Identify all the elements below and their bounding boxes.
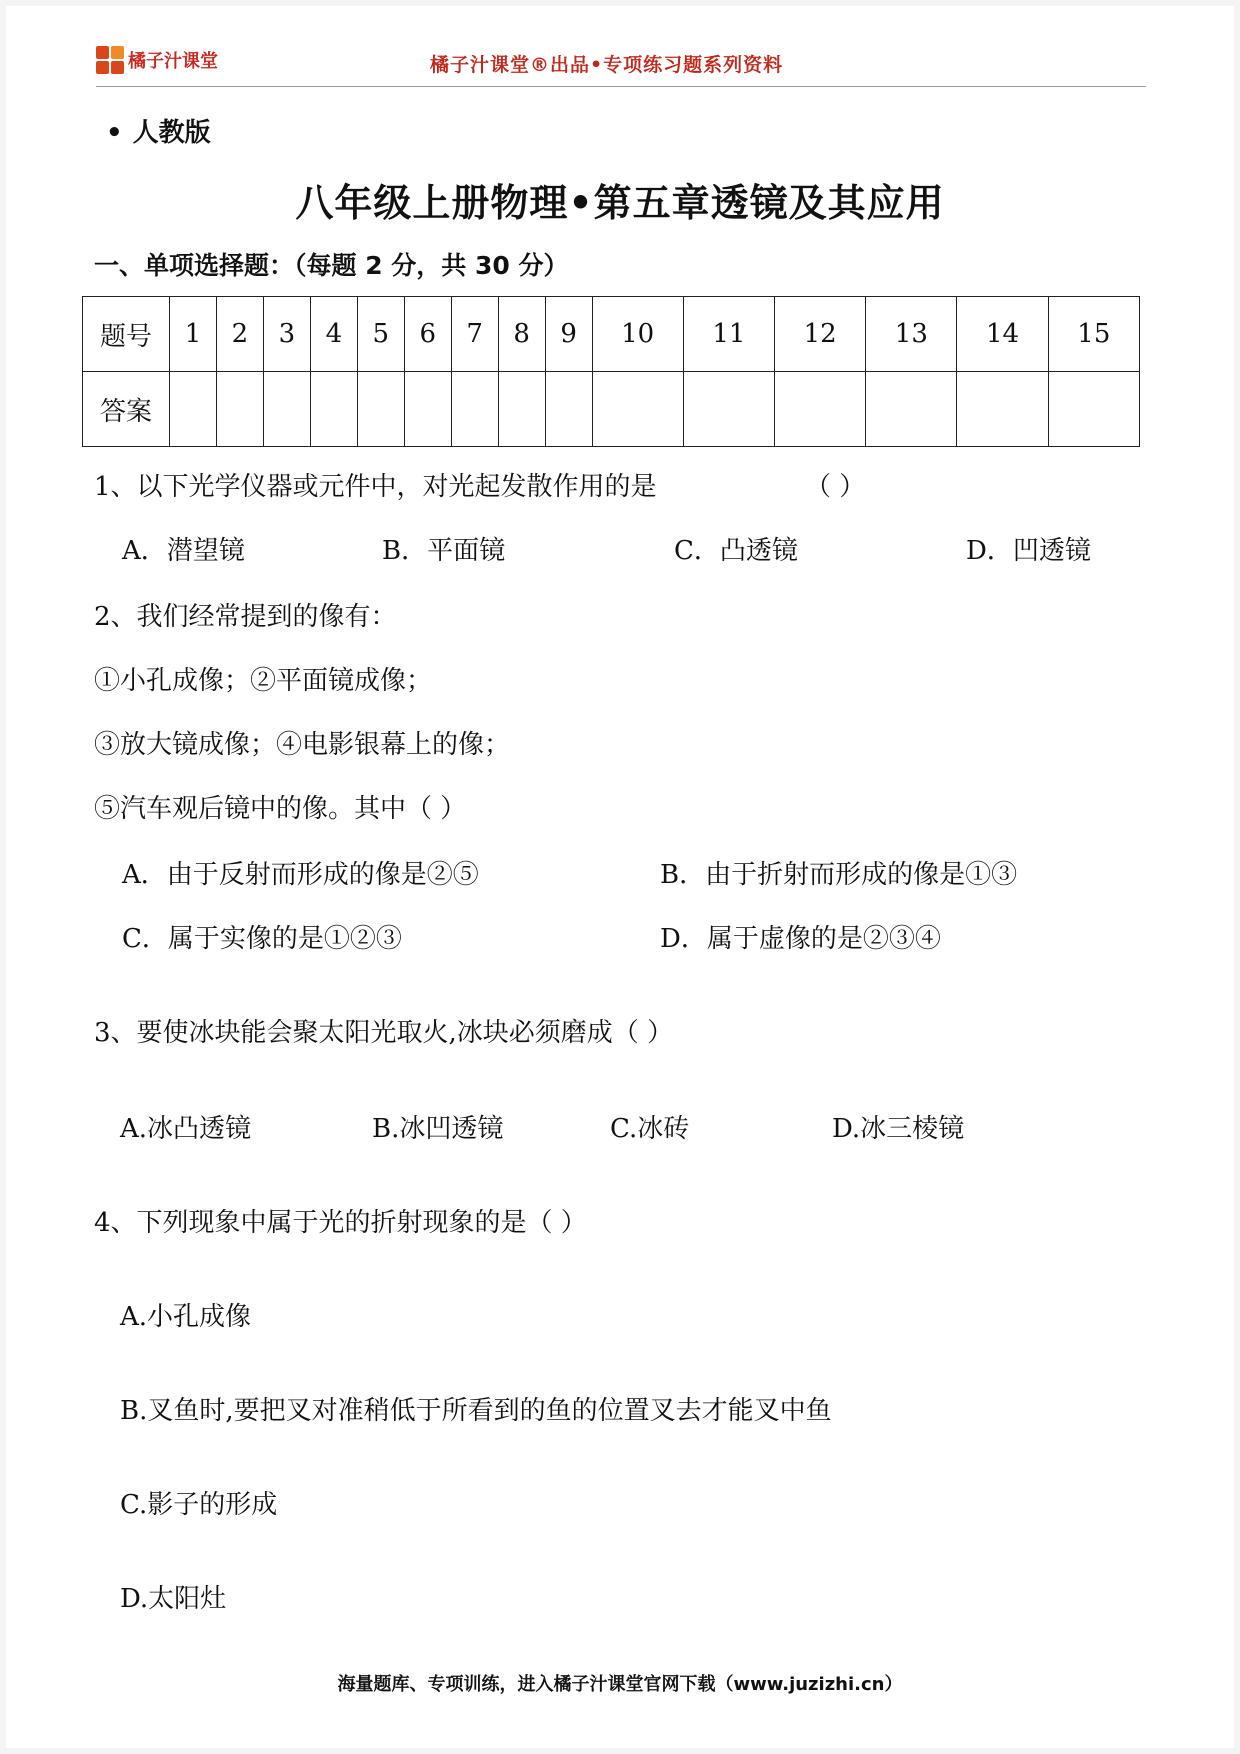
question-number: 14 bbox=[957, 297, 1048, 372]
page-footer: 海量题库、专项训练，进入橘子汁课堂官网下载（www.juzizhi.cn） bbox=[337, 1674, 903, 1695]
logo-text: 橘子汁课堂 bbox=[128, 51, 218, 72]
answer-cell[interactable] bbox=[775, 372, 866, 447]
question-3-option-d: D.冰三棱镜 bbox=[832, 1114, 965, 1144]
question-1-option-a: A．潜望镜 bbox=[122, 536, 245, 566]
answer-cell[interactable] bbox=[216, 372, 263, 447]
answer-cell[interactable] bbox=[592, 372, 683, 447]
question-2-line-2: ③放大镜成像；④电影银幕上的像； bbox=[94, 730, 511, 760]
answer-cell[interactable] bbox=[451, 372, 498, 447]
section-title: 一、单项选择题：（每题 2 分，共 30 分） bbox=[94, 251, 569, 280]
bullet-icon: • bbox=[106, 118, 123, 148]
question-4-option-b: B.叉鱼时,要把叉对准稍低于所看到的鱼的位置叉去才能叉中鱼 bbox=[120, 1396, 832, 1426]
question-4-option-a: A.小孔成像 bbox=[120, 1302, 252, 1332]
page-header bbox=[96, 40, 1146, 87]
question-4-stem: 4、下列现象中属于光的折射现象的是（ ） bbox=[94, 1208, 587, 1238]
question-2-option-b: B．由于折射而形成的像是①③ bbox=[660, 860, 1018, 890]
question-number: 5 bbox=[357, 297, 404, 372]
question-2-option-a: A．由于反射而形成的像是②⑤ bbox=[122, 860, 479, 890]
question-number: 12 bbox=[775, 297, 866, 372]
answer-table bbox=[82, 296, 1140, 447]
question-2-line-3: ⑤汽车观后镜中的像。其中（ ） bbox=[94, 794, 467, 824]
question-number: 2 bbox=[216, 297, 263, 372]
question-number: 7 bbox=[451, 297, 498, 372]
row-label-number: 题号 bbox=[83, 297, 170, 372]
logo-icon bbox=[96, 46, 124, 74]
answer-cell[interactable] bbox=[545, 372, 592, 447]
question-3-option-a: A.冰凸透镜 bbox=[120, 1114, 252, 1144]
table-row bbox=[83, 297, 1140, 372]
question-4-option-c: C.影子的形成 bbox=[120, 1490, 278, 1520]
question-3-stem: 3、要使冰块能会聚太阳光取火,冰块必须磨成（ ） bbox=[94, 1018, 674, 1048]
question-number: 15 bbox=[1048, 297, 1139, 372]
question-2-option-c: C．属于实像的是①②③ bbox=[122, 924, 402, 954]
question-3-option-b: B.冰凹透镜 bbox=[372, 1114, 504, 1144]
question-number: 3 bbox=[263, 297, 310, 372]
question-number: 8 bbox=[498, 297, 545, 372]
edition-label: • 人教版 bbox=[106, 118, 211, 148]
header-title: 橘子汁课堂®出品•专项练习题系列资料 bbox=[430, 54, 784, 76]
question-number: 9 bbox=[545, 297, 592, 372]
answer-cell[interactable] bbox=[357, 372, 404, 447]
answer-cell[interactable] bbox=[310, 372, 357, 447]
answer-cell[interactable] bbox=[404, 372, 451, 447]
answer-cell[interactable] bbox=[683, 372, 774, 447]
question-2-stem: 2、我们经常提到的像有： bbox=[94, 602, 397, 632]
question-number: 10 bbox=[592, 297, 683, 372]
row-label-answer: 答案 bbox=[83, 372, 170, 447]
question-4-option-d: D.太阳灶 bbox=[120, 1584, 227, 1614]
answer-cell[interactable] bbox=[263, 372, 310, 447]
question-number: 13 bbox=[866, 297, 957, 372]
answer-cell[interactable] bbox=[1048, 372, 1139, 447]
question-3-option-c: C.冰砖 bbox=[610, 1114, 690, 1144]
question-number: 4 bbox=[310, 297, 357, 372]
question-2-line-1: ①小孔成像；②平面镜成像； bbox=[94, 666, 433, 696]
answer-cell[interactable] bbox=[866, 372, 957, 447]
table-row bbox=[83, 372, 1140, 447]
answer-cell[interactable] bbox=[498, 372, 545, 447]
question-1-stem: 1、以下光学仪器或元件中，对光起发散作用的是 bbox=[94, 472, 657, 502]
logo bbox=[96, 46, 218, 74]
question-2-option-d: D．属于虚像的是②③④ bbox=[660, 924, 941, 954]
answer-cell[interactable] bbox=[170, 372, 217, 447]
answer-cell[interactable] bbox=[957, 372, 1048, 447]
question-1-option-b: B．平面镜 bbox=[382, 536, 506, 566]
question-1-option-c: C．凸透镜 bbox=[674, 536, 798, 566]
question-1-answer-paren: （ ） bbox=[805, 472, 866, 502]
question-number: 1 bbox=[170, 297, 217, 372]
question-number: 6 bbox=[404, 297, 451, 372]
question-number: 11 bbox=[683, 297, 774, 372]
question-1-option-d: D．凹透镜 bbox=[966, 536, 1091, 566]
document-title: 八年级上册物理•第五章透镜及其应用 bbox=[295, 181, 945, 225]
